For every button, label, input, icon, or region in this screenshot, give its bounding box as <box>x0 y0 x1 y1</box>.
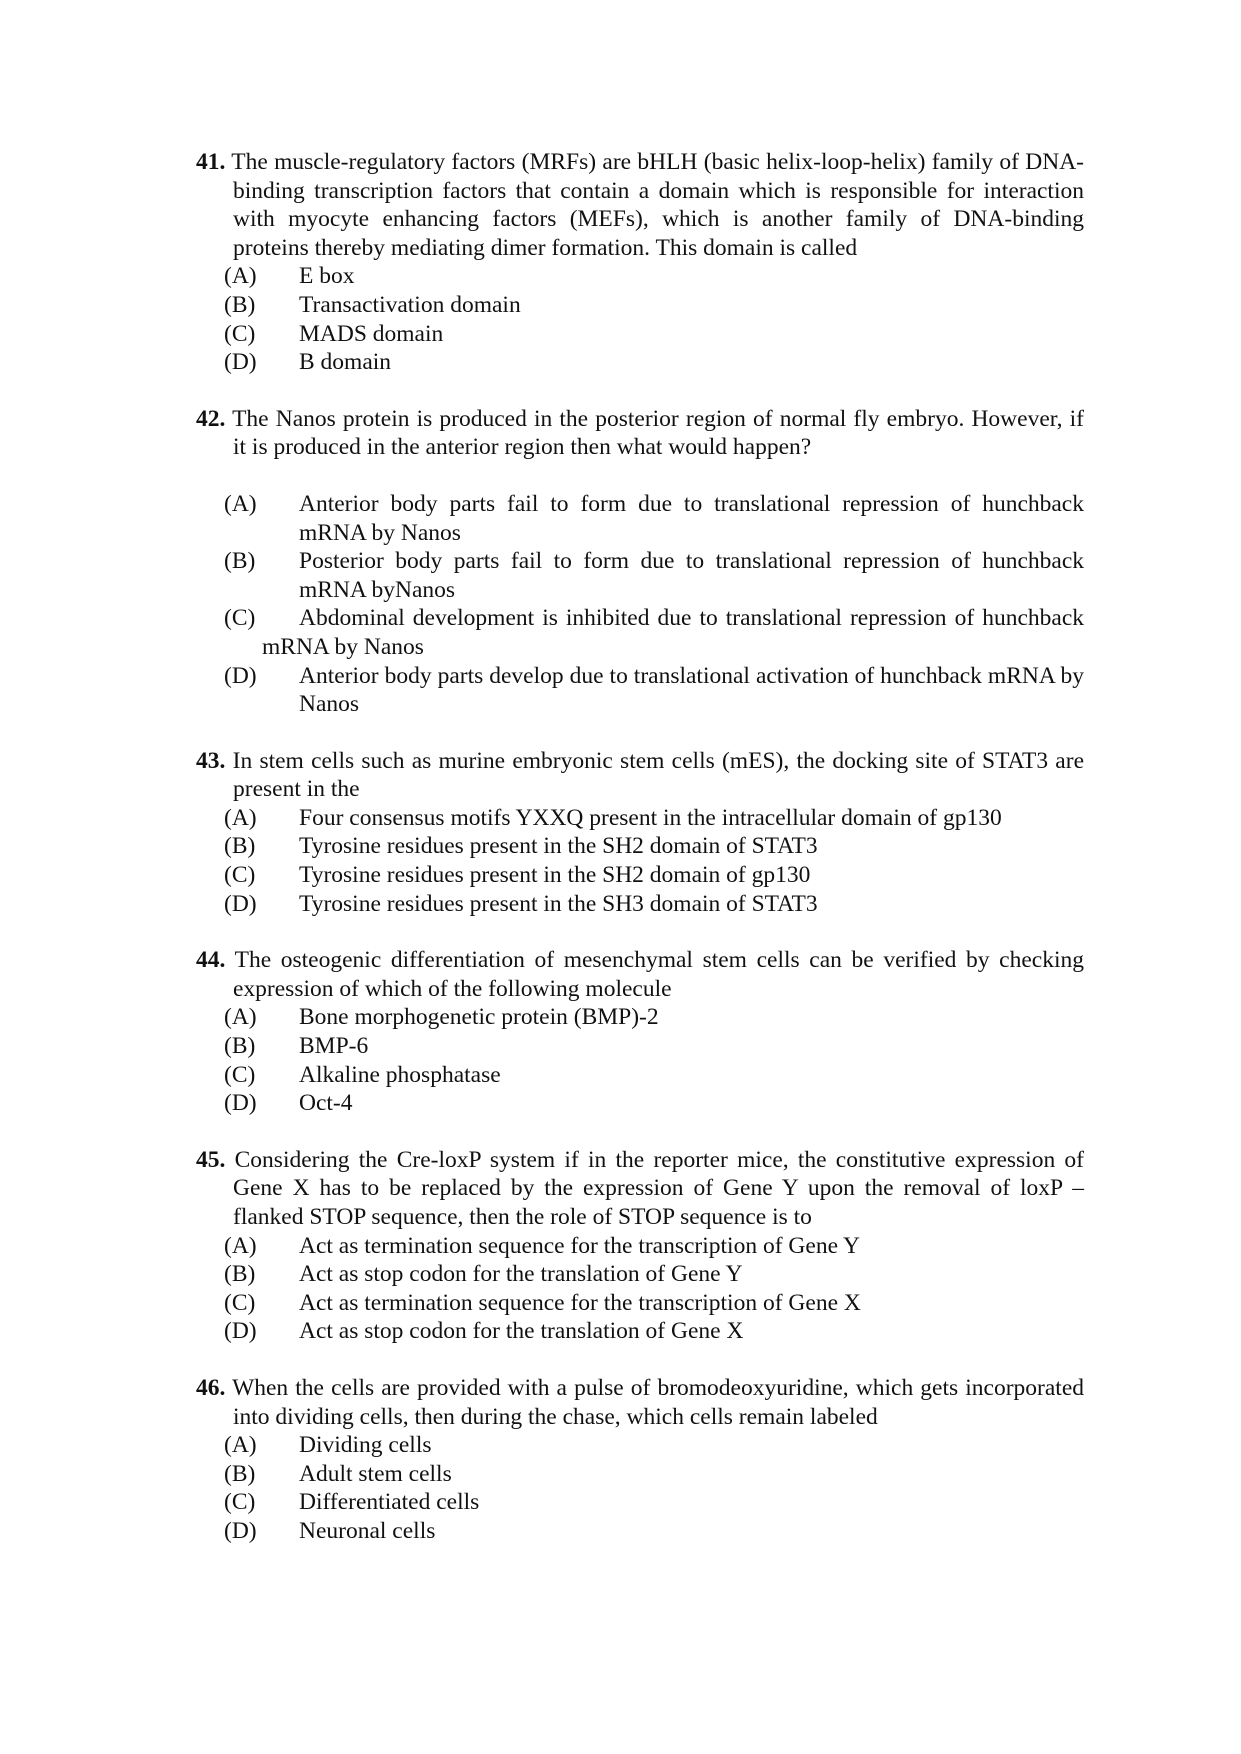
option-letter: (B) <box>224 1460 256 1487</box>
option-d[interactable] <box>196 348 1084 377</box>
option-letter: (C) <box>224 605 256 632</box>
question-page <box>196 148 1084 1574</box>
option-letter: (A) <box>224 490 257 517</box>
option-list <box>196 1232 1084 1346</box>
option-list <box>196 490 1084 719</box>
option-list <box>196 1431 1084 1545</box>
option-c[interactable] <box>196 1061 1084 1090</box>
question-text: Considering the Cre-loxP system if in the reporter mice, the constitutive expression of Gene X has to be replaced by the expression of Gene Y upon the removal of loxP – flanked STOP sequence, then the role of STOP sequence is to <box>233 1146 1085 1230</box>
option-letter: (C) <box>224 1289 256 1316</box>
option-a[interactable] <box>196 1431 1084 1460</box>
option-c[interactable] <box>196 1488 1084 1517</box>
question-number: 43. <box>196 747 226 774</box>
question-number: 45. <box>196 1146 226 1173</box>
question-46 <box>196 1374 1084 1546</box>
option-letter: (D) <box>224 1090 257 1117</box>
question-text: The Nanos protein is produced in the posterior region of normal fly embryo. However, if it is produced in the anterior region then what would happen? <box>232 405 1084 461</box>
option-d[interactable] <box>196 662 1084 719</box>
option-a[interactable] <box>196 490 1084 547</box>
option-text: Act as stop codon for the translation of Gene Y <box>299 1261 743 1288</box>
option-b[interactable] <box>196 1032 1084 1061</box>
option-c[interactable] <box>196 1289 1084 1318</box>
question-stem <box>196 1146 1084 1232</box>
option-letter: (A) <box>224 804 257 831</box>
question-stem <box>196 1374 1084 1431</box>
question-text: The osteogenic differentiation of mesenchymal stem cells can be verified by checking expression of which of the following molecule <box>233 947 1084 1002</box>
option-a[interactable] <box>196 1003 1084 1032</box>
option-text: Oct-4 <box>299 1090 353 1117</box>
option-d[interactable] <box>196 1089 1084 1118</box>
option-letter: (A) <box>224 263 257 290</box>
option-text: Posterior body parts fail to form due to translational repression of hunchback mRNA byNanos <box>299 548 1084 603</box>
option-text: E box <box>299 263 355 290</box>
question-text: When the cells are provided with a pulse of bromodeoxyuridine, which gets incorporated into dividing cells, then during the chase, which cells remain labeled <box>232 1374 1085 1430</box>
option-c[interactable] <box>196 320 1084 349</box>
question-42 <box>196 405 1084 719</box>
option-d[interactable] <box>196 1517 1084 1546</box>
option-letter: (B) <box>224 1261 256 1288</box>
option-letter: (A) <box>224 1004 257 1031</box>
option-letter: (A) <box>224 1232 257 1259</box>
question-41 <box>196 148 1084 377</box>
question-45 <box>196 1146 1084 1346</box>
option-text: Four consensus motifs YXXQ present in the intracellular domain of gp130 <box>299 804 1002 831</box>
question-number: 44. <box>196 947 226 974</box>
option-text: MADS domain <box>299 320 444 347</box>
option-text: Act as stop codon for the translation of Gene X <box>299 1318 744 1345</box>
question-number: 41. <box>196 149 226 175</box>
question-stem <box>196 747 1084 804</box>
option-b[interactable] <box>196 291 1084 320</box>
option-c[interactable] <box>196 861 1084 890</box>
option-b[interactable] <box>196 1260 1084 1289</box>
option-letter: (D) <box>224 890 257 917</box>
option-letter: (D) <box>224 1517 257 1544</box>
option-letter: (B) <box>224 291 256 318</box>
option-d[interactable] <box>196 890 1084 919</box>
option-letter: (D) <box>224 349 257 376</box>
question-number: 42. <box>196 405 226 432</box>
option-d[interactable] <box>196 1317 1084 1346</box>
question-43 <box>196 747 1084 919</box>
option-text: Abdominal development is inhibited due to translational repression of hunchback mRNA by Nanos <box>262 605 1084 660</box>
option-list <box>196 262 1084 376</box>
option-list <box>196 804 1084 918</box>
option-text: B domain <box>299 349 392 376</box>
option-a[interactable] <box>196 262 1084 291</box>
option-letter: (D) <box>224 1318 257 1345</box>
option-letter: (C) <box>224 1489 256 1516</box>
option-text: Alkaline phosphatase <box>299 1061 501 1088</box>
option-letter: (D) <box>224 662 257 689</box>
option-letter: (C) <box>224 320 256 347</box>
option-letter: (C) <box>224 1061 256 1088</box>
option-list <box>196 1003 1084 1117</box>
option-text: Transactivation domain <box>299 291 521 318</box>
option-text: Tyrosine residues present in the SH2 domain of gp130 <box>299 862 811 889</box>
option-text: Tyrosine residues present in the SH2 domain of STAT3 <box>299 833 818 860</box>
question-text: The muscle-regulatory factors (MRFs) are bHLH (basic helix-loop-helix) family of DNA-binding transcription factors that contain a domain which is responsible for interaction with myocyte enhancing factors (MEFs), which is another family of DNA-binding proteins thereby mediating dimer formation. This domain is called <box>231 149 1084 261</box>
option-text: Adult stem cells <box>299 1460 452 1487</box>
option-letter: (B) <box>224 1033 256 1060</box>
option-letter: (A) <box>224 1432 257 1459</box>
question-stem <box>196 405 1084 462</box>
option-text: Anterior body parts fail to form due to translational repression of hunchback mRNA by Nanos <box>299 490 1084 546</box>
option-text: Anterior body parts develop due to translational activation of hunchback mRNA by Nanos <box>299 662 1084 718</box>
option-b[interactable] <box>196 832 1084 861</box>
question-number: 46. <box>196 1374 226 1401</box>
option-text: Bone morphogenetic protein (BMP)-2 <box>299 1004 659 1031</box>
option-text: Dividing cells <box>299 1432 432 1459</box>
option-text: Act as termination sequence for the transcription of Gene Y <box>299 1232 860 1259</box>
option-text: Differentiated cells <box>299 1489 480 1516</box>
option-b[interactable] <box>196 1460 1084 1489</box>
option-letter: (B) <box>224 833 256 860</box>
option-text: BMP-6 <box>299 1033 369 1060</box>
option-letter: (B) <box>224 548 256 575</box>
option-text: Tyrosine residues present in the SH3 domain of STAT3 <box>299 890 818 917</box>
option-c[interactable] <box>196 604 1084 661</box>
option-letter: (C) <box>224 862 256 889</box>
question-44 <box>196 946 1084 1118</box>
option-b[interactable] <box>196 547 1084 604</box>
option-a[interactable] <box>196 1232 1084 1261</box>
question-stem <box>196 946 1084 1003</box>
question-stem <box>196 148 1084 262</box>
option-text: Act as termination sequence for the transcription of Gene X <box>299 1289 861 1316</box>
question-text: In stem cells such as murine embryonic stem cells (mES), the docking site of STAT3 are present in the <box>232 747 1084 803</box>
option-text: Neuronal cells <box>299 1517 436 1544</box>
option-a[interactable] <box>196 804 1084 833</box>
